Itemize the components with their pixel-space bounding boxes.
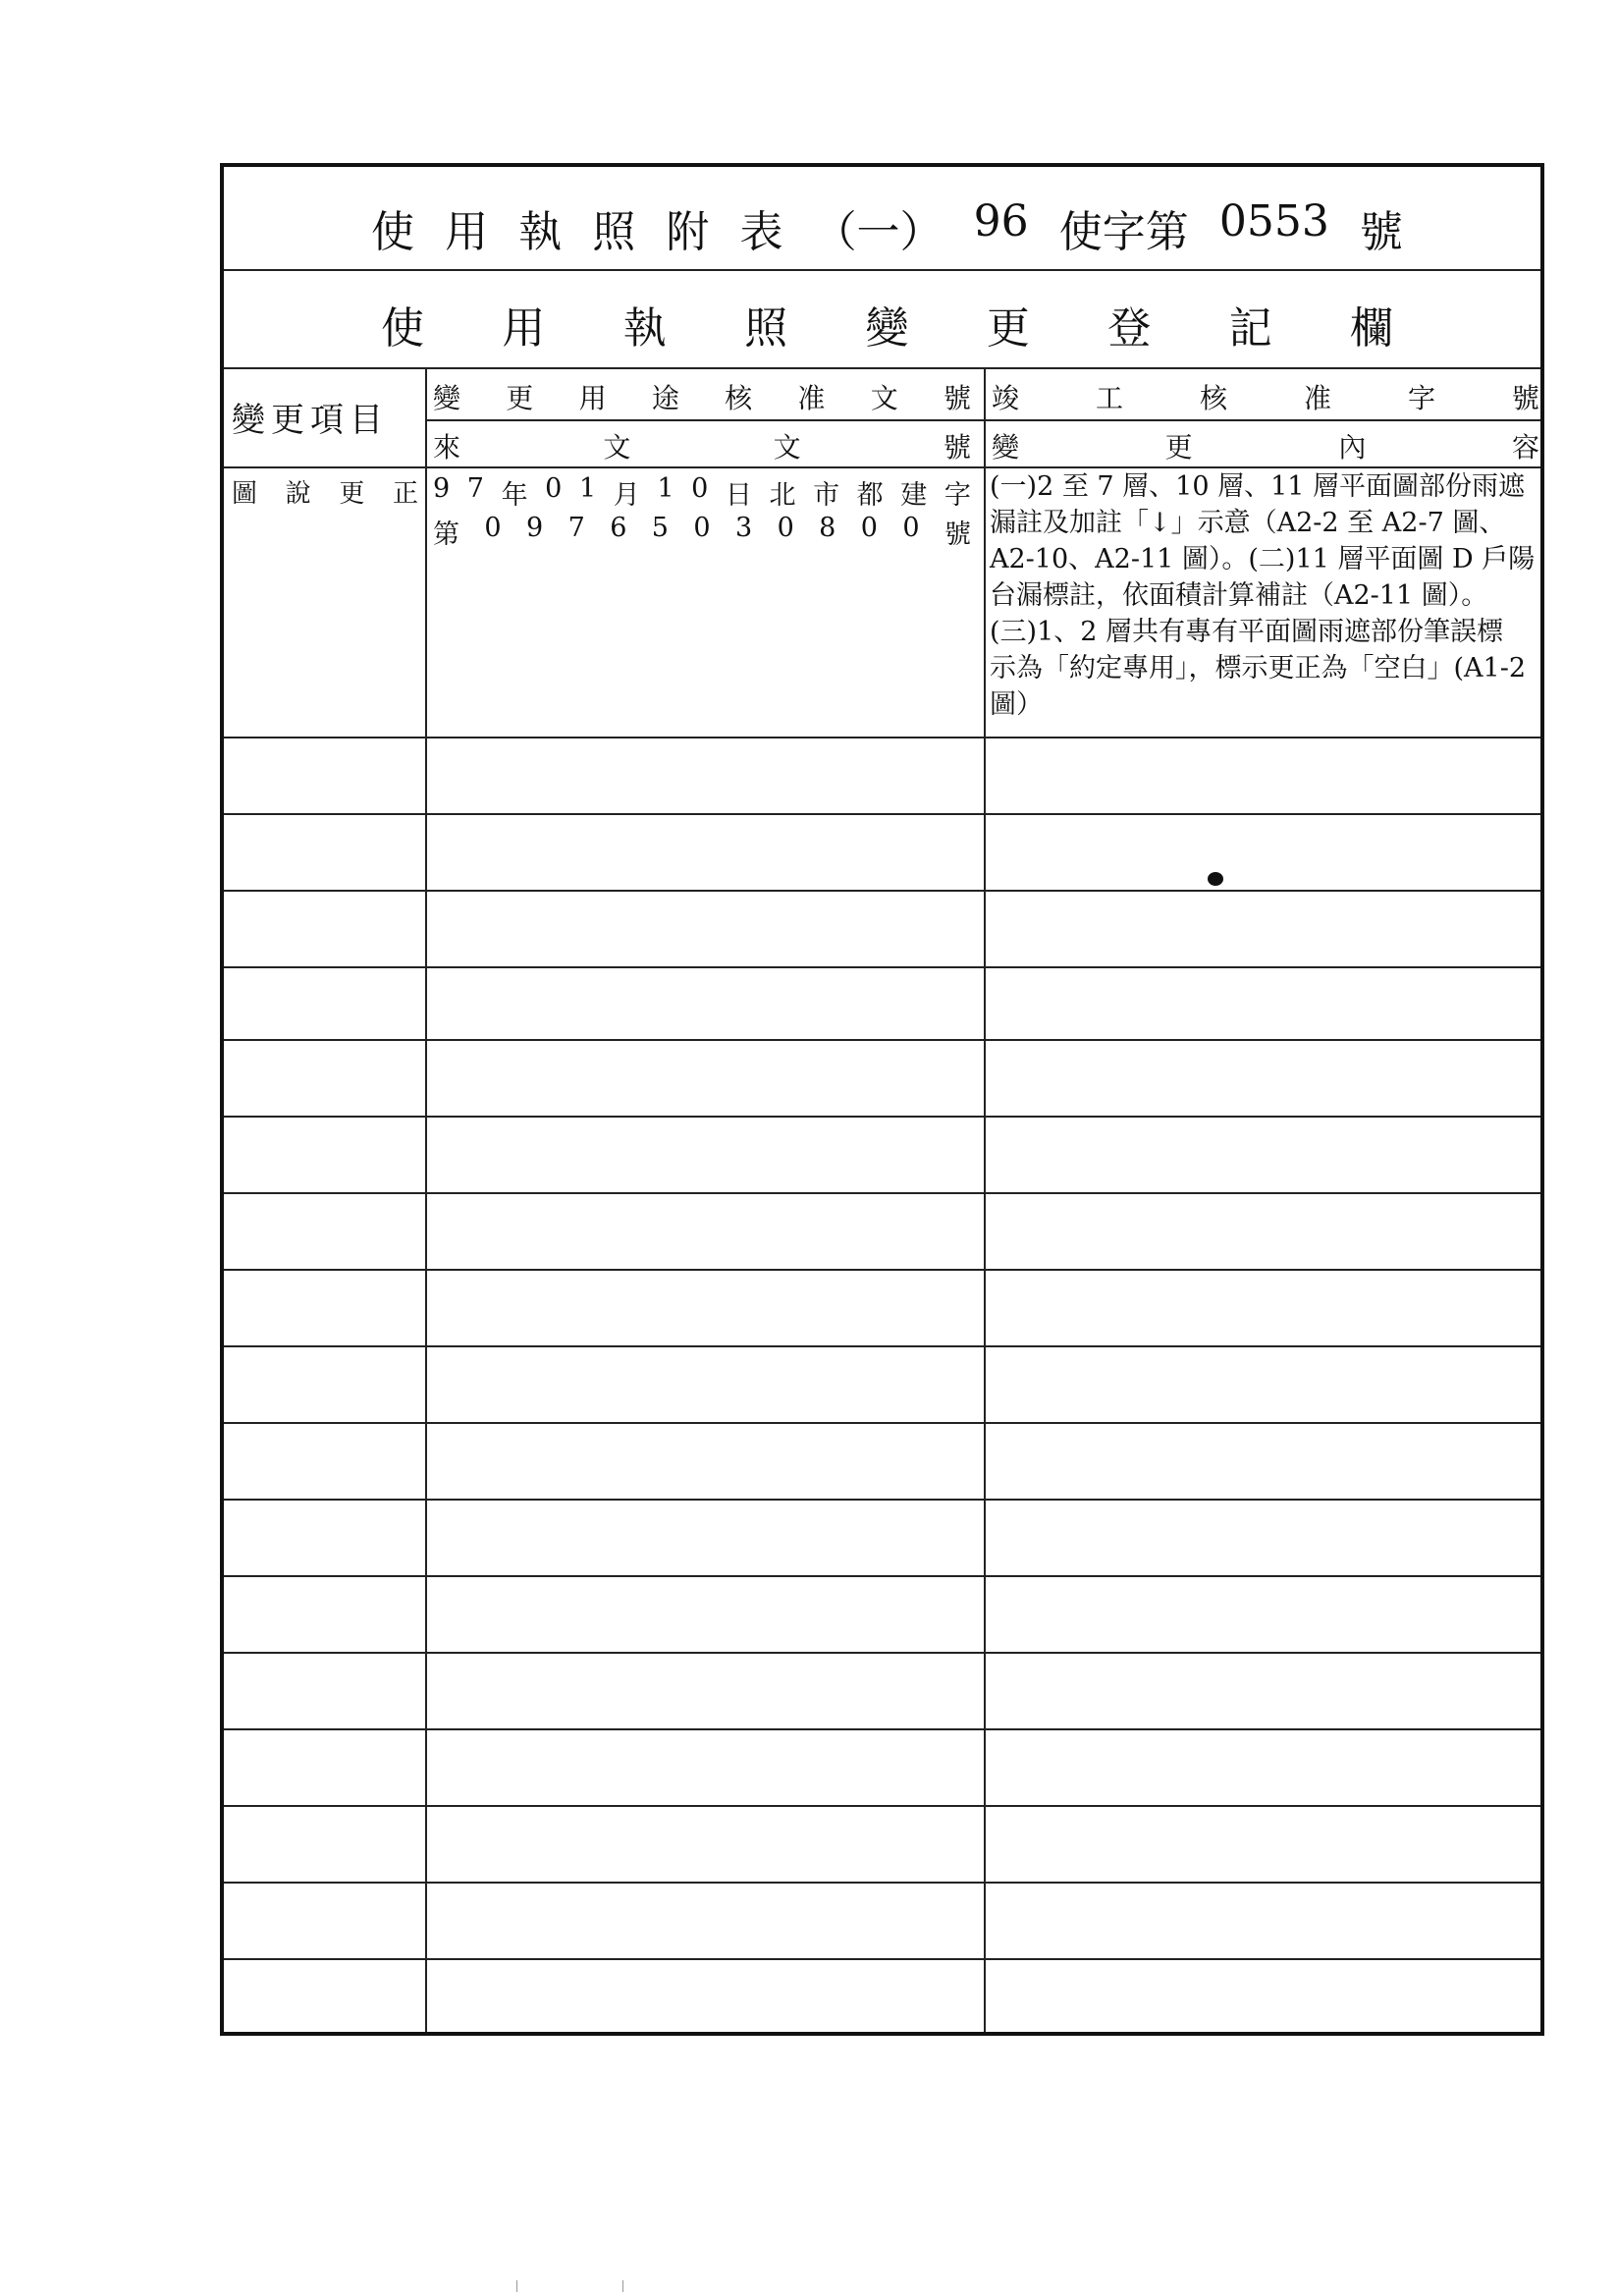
column-divider-1 bbox=[425, 367, 427, 2032]
entry-item-char: 正 bbox=[392, 479, 418, 509]
content-line: (一)2 至 7 層、10 層、11 層平面圖部份雨遮 bbox=[990, 471, 1526, 502]
entry-change-content bbox=[990, 468, 1539, 723]
header-char: 內 bbox=[1338, 431, 1367, 464]
header-char: 變 bbox=[433, 382, 461, 414]
content-line: (三)1、2 層共有專有平面圖雨遮部份筆誤標 bbox=[990, 617, 1504, 647]
content-line: 漏註及加註「↓」示意（A2-2 至 A2-7 圖、 bbox=[990, 508, 1506, 538]
header-mid-divider bbox=[425, 419, 1540, 421]
entry-doc-char: 7 bbox=[567, 513, 585, 543]
header-char: 文 bbox=[773, 431, 801, 464]
entry-doc-char: 都 bbox=[856, 480, 884, 511]
row-divider bbox=[224, 737, 1540, 738]
title-char: 表 bbox=[739, 207, 783, 257]
subtitle-char: 照 bbox=[744, 303, 788, 354]
header-char: 文 bbox=[870, 382, 898, 414]
header-char: 文 bbox=[603, 431, 631, 464]
title-char: 附 bbox=[666, 207, 710, 257]
row-divider bbox=[224, 1958, 1540, 1960]
change-item-header: 變更項目 bbox=[232, 401, 389, 440]
ink-speck bbox=[1208, 872, 1223, 886]
incoming-doc-no-header bbox=[433, 426, 971, 465]
entry-doc-char: 0 bbox=[902, 513, 920, 543]
subtitle-char: 變 bbox=[865, 303, 909, 354]
header-char: 號 bbox=[943, 431, 971, 464]
entry-doc-char: 0 bbox=[777, 513, 794, 543]
subtitle-char: 登 bbox=[1107, 303, 1152, 354]
header-char: 用 bbox=[578, 382, 607, 414]
entry-doc-char: 市 bbox=[813, 480, 840, 511]
entry-change-item bbox=[232, 473, 418, 510]
entry-doc-char: 8 bbox=[819, 513, 836, 543]
entry-doc-char: 北 bbox=[769, 480, 796, 511]
header-char: 更 bbox=[1164, 431, 1193, 464]
row-divider bbox=[224, 1039, 1540, 1041]
entry-doc-char: 5 bbox=[651, 513, 669, 543]
entry-doc-char: 月 bbox=[613, 480, 640, 511]
entry-item-char: 說 bbox=[285, 479, 311, 509]
row-divider bbox=[224, 1192, 1540, 1194]
subtitle-char: 用 bbox=[502, 303, 546, 354]
title-char: 0553 bbox=[1218, 196, 1329, 246]
subtitle-divider bbox=[224, 367, 1540, 369]
column-divider-2 bbox=[984, 367, 986, 2032]
content-line: A2-10、A2-11 圖）。(二)11 層平面圖 D 戶陽 bbox=[990, 544, 1536, 574]
header-char: 竣 bbox=[992, 382, 1020, 414]
header-char: 變 bbox=[992, 431, 1020, 464]
header-char: 字 bbox=[1407, 382, 1435, 414]
subtitle-char: 執 bbox=[622, 303, 667, 354]
title-char: 執 bbox=[518, 207, 563, 257]
usage-permit-form bbox=[220, 163, 1544, 2036]
entry-doc-char: 號 bbox=[944, 519, 971, 550]
entry-doc-char: 1 bbox=[578, 473, 597, 504]
scan-mark bbox=[516, 2280, 517, 2292]
title-char: 96 bbox=[973, 196, 1029, 246]
header-char: 更 bbox=[506, 382, 534, 414]
entry-doc-char: 年 bbox=[501, 480, 528, 511]
entry-doc-char: 字 bbox=[944, 480, 971, 511]
title-char: 號 bbox=[1359, 207, 1403, 257]
entry-item-char: 圖 bbox=[232, 479, 258, 509]
header-char: 准 bbox=[797, 382, 826, 414]
title-divider bbox=[224, 269, 1540, 271]
header-char: 准 bbox=[1303, 382, 1331, 414]
subtitle-char: 記 bbox=[1228, 303, 1272, 354]
header-char: 號 bbox=[943, 382, 971, 414]
title-char: （一） bbox=[813, 207, 944, 257]
subtitle-char: 欄 bbox=[1350, 303, 1393, 354]
content-line: 示為「約定專用」，標示更正為「空白」(A1-2 bbox=[990, 653, 1527, 683]
row-divider bbox=[224, 966, 1540, 968]
content-line: 台漏標註，依面積計算補註（A2-11 圖）。 bbox=[990, 580, 1488, 611]
entry-doc-char: 0 bbox=[484, 513, 502, 543]
entry-doc-char: 9 bbox=[433, 473, 451, 504]
entry-doc-char: 建 bbox=[900, 480, 928, 511]
row-divider bbox=[224, 1499, 1540, 1501]
entry-doc-char: 7 bbox=[466, 473, 484, 504]
change-content-header bbox=[992, 426, 1539, 465]
completion-approval-no-header bbox=[992, 377, 1539, 416]
entry-doc-char: 0 bbox=[693, 513, 711, 543]
entry-doc-char: 0 bbox=[860, 513, 878, 543]
row-divider bbox=[224, 1116, 1540, 1118]
entry-doc-char: 第 bbox=[433, 519, 459, 550]
title-char: 使 bbox=[371, 207, 414, 257]
header-char: 核 bbox=[1199, 382, 1227, 414]
subtitle-char: 使 bbox=[381, 303, 424, 354]
row-divider bbox=[224, 1269, 1540, 1271]
header-char: 號 bbox=[1511, 382, 1539, 414]
row-divider bbox=[224, 1728, 1540, 1730]
entry-doc-char: 6 bbox=[610, 513, 627, 543]
approved-use-doc-no-header bbox=[433, 377, 971, 416]
entry-doc-char: 0 bbox=[691, 473, 709, 504]
row-divider bbox=[224, 1805, 1540, 1807]
row-divider bbox=[224, 1422, 1540, 1424]
row-divider bbox=[224, 1652, 1540, 1654]
entry-doc-char: 3 bbox=[734, 513, 753, 543]
row-divider bbox=[224, 1575, 1540, 1577]
row-divider bbox=[224, 1345, 1540, 1347]
entry-doc-line-2 bbox=[433, 513, 971, 551]
header-char: 核 bbox=[725, 382, 753, 414]
entry-doc-char: 1 bbox=[657, 473, 674, 504]
header-char: 容 bbox=[1511, 431, 1539, 464]
title-char: 使字第 bbox=[1058, 207, 1189, 257]
title-char: 用 bbox=[445, 207, 489, 257]
header-char: 來 bbox=[433, 431, 461, 464]
entry-item-char: 更 bbox=[339, 479, 365, 509]
entry-doc-char: 0 bbox=[545, 473, 563, 504]
row-divider bbox=[224, 890, 1540, 892]
subtitle-char: 更 bbox=[986, 303, 1030, 354]
content-line: 圖） bbox=[990, 689, 1043, 720]
entry-doc-char: 日 bbox=[725, 480, 752, 511]
title-char: 照 bbox=[592, 207, 636, 257]
row-divider bbox=[224, 813, 1540, 815]
entry-doc-char: 9 bbox=[526, 513, 544, 543]
form-title bbox=[371, 196, 1403, 259]
scan-mark bbox=[622, 2280, 623, 2292]
entry-doc-line-1 bbox=[433, 473, 971, 512]
header-char: 途 bbox=[651, 382, 679, 414]
row-divider bbox=[224, 1882, 1540, 1884]
header-char: 工 bbox=[1095, 382, 1123, 414]
form-subtitle bbox=[381, 293, 1393, 355]
